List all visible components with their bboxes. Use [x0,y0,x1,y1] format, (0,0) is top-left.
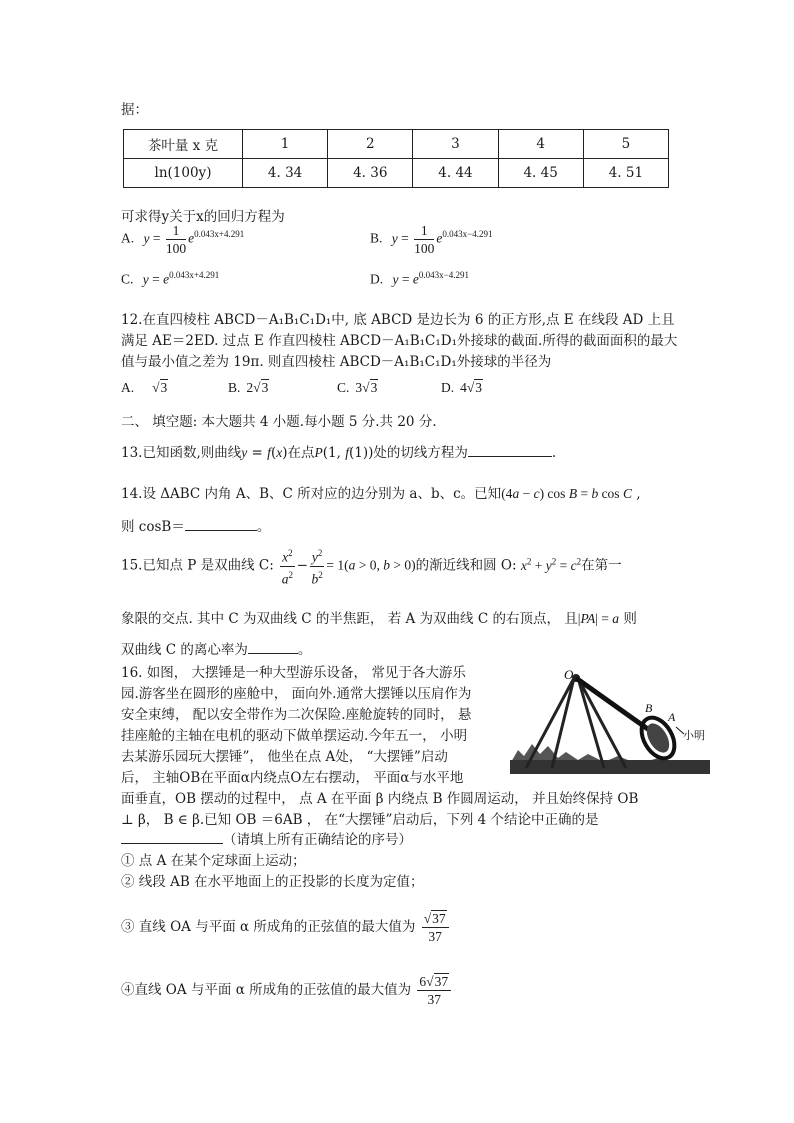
fraction: $\frac{√37}{37}$ [422,910,449,945]
q16-conclusion: ① 点 A 在某个定球面上运动； [121,853,306,869]
label-person: 小明 [683,729,705,742]
table-header-cell: 茶叶量 x 克 [124,130,243,159]
table-cell: 4. 34 [243,159,328,188]
q11-option-a: A. y = $\frac{1}{100}$ $e^{0.043x+4.291}$ [121,223,245,256]
exponent: 0.043x+4.291 [194,229,245,240]
q16-line: 去某游乐园玩大摆锤”， 他坐在点 A处， “大摆锤”启动 [121,749,448,765]
option-label: A. [121,230,135,246]
intro-text: 据： [121,102,148,118]
q16-line: 后， 主轴OB在平面α内绕点O左右摆动， 平面α与水平地 [121,770,464,786]
q16-conclusion: ④直线 OA 与平面 α 所成角的正弦值的最大值为 $\frac{6√37}{37}$ [121,973,453,1008]
exponent: 0.043x+4.291 [169,270,220,280]
table-cell: 4 [498,130,583,159]
option-label: B. [370,230,383,246]
answer-blank [468,442,552,457]
fraction: $\frac{y^2}{b^2}$ [310,545,325,587]
q12-option-c: C. 3√3 [337,380,378,395]
pendulum-ride-illustration [508,664,712,778]
label-b: B [645,701,653,715]
q12-option-d: D. 4√3 [441,380,483,395]
table-cell: 1 [243,130,328,159]
table-cell: 2 [328,130,413,159]
q14-text: 14.设 ΔABC 内角 A、B、C 所对应的边分别为 a、b、c。已知(4a − c) cos B = b cos C , [121,486,641,502]
table-cell: 4. 36 [328,159,413,188]
table-cell: 5 [583,130,668,159]
data-table [123,129,669,188]
q16-line: 挂座舱的主轴在电机的驱动下做单摆运动.今年五一， 小明 [121,728,468,744]
fraction: $\frac{x^2}{a^2}$ [280,545,295,587]
q12-option-b: B. 2√3 [228,380,269,395]
q16-conclusion: ③ 直线 OA 与平面 α 所成角的正弦值的最大值为 $\frac{√37}{37}$ [121,910,451,945]
table-row [124,159,669,188]
q11-stem: 可求得y关于x的回归方程为 [121,209,285,225]
exponent: 0.043x−4.291 [418,270,469,280]
table-cell: 3 [413,130,498,159]
q13-text: 13.已知函数,则曲线y = f(x)在点P(1, f(1))处的切线方程为 . [121,441,556,461]
label-a: A [668,710,676,724]
table-cell: 4. 45 [498,159,583,188]
label-o: O [564,667,574,682]
fraction: $\frac{6√37}{37}$ [417,973,451,1008]
q12-option-a: A. √3 [121,380,168,395]
q16-line: ⊥ β， B ∈ β.已知 OB ＝6AB ， 在“大摆锤”启动后，下列 4 个结论中正确的是 [121,812,599,828]
option-label: D. [370,271,384,287]
q14-line2: 则 cosB＝ 。 [121,515,270,535]
q16-line: 16. 如图， 大摆锤是一种大型游乐设备， 常见于各大游乐 [121,665,466,681]
q15-line2: 象限的交点. 其中 C 为双曲线 C 的半焦距， 若 A 为双曲线 C 的右顶点， 且|PA| = a 则 [121,611,637,627]
answer-blank [185,516,257,531]
q12-line: 满足 AE＝2ED. 过点 E 作直四棱柱 ABCD－A₁B₁C₁D₁外接球的截面.所得的截面面积的最大 [121,333,678,349]
answer-blank [248,639,298,654]
section-heading: 二、 填空题: 本大题共 4 小题.每小题 5 分.共 20 分. [121,414,437,430]
q11-option-b: B. y = $\frac{1}{100}$ $e^{0.043x-4.291}$ [370,223,493,256]
option-label: C. [121,271,134,287]
exponent: 0.043x−4.291 [442,229,493,240]
fraction: $\frac{1}{100}$ [165,223,187,256]
q11-option-c: C. $y = e^{0.043x+4.291}$ [121,270,220,287]
q15-line3: 双曲线 C 的离心率为 。 [121,638,311,658]
q12-line: 12.在直四棱柱 ABCD－A₁B₁C₁D₁中, 底 ABCD 是边长为 6 的正方形,点 E 在线段 AD 上且 [121,312,675,328]
pendulum-ride-figure [508,664,712,778]
q16-conclusion: ② 线段 AB 在水平地面上的正投影的长度为定值； [121,874,424,890]
q16-line: 园.游客坐在圆形的座舱中， 面向外.通常大摆锤以压肩作为 [121,686,472,702]
q16-line: 面垂直，OB 摆动的过程中， 点 A 在平面 β 内绕点 B 作圆周运动， 并且始终保持 OB [121,791,639,807]
fraction: $\frac{1}{100}$ [414,223,435,256]
q11-option-d: D. $y = e^{0.043x-4.291}$ [370,270,469,287]
table-cell: 4. 44 [413,159,498,188]
q12-line: 值与最小值之差为 19π. 则直四棱柱 ABCD－A₁B₁C₁D₁外接球的半径为 [121,354,552,370]
q15-line1: 15.已知点 P 是双曲线 C: $\frac{x^2}{a^2}$ − $\frac{y^2}{b^2}$ = 1(a > 0, b > 0)的渐近线和圆 O: $x^2 + y^2 = c^2$在第一 [121,545,622,587]
table-row [124,130,669,159]
q16-line: 安全束缚， 配以安全带作为二次保险.座舱旋转的同时， 悬 [121,707,472,723]
table-cell: 4. 51 [583,159,668,188]
answer-blank [121,829,223,844]
table-header-cell: ln(100y) [124,159,243,188]
q16-line: （请填上所有正确结论的序号） [121,828,412,848]
